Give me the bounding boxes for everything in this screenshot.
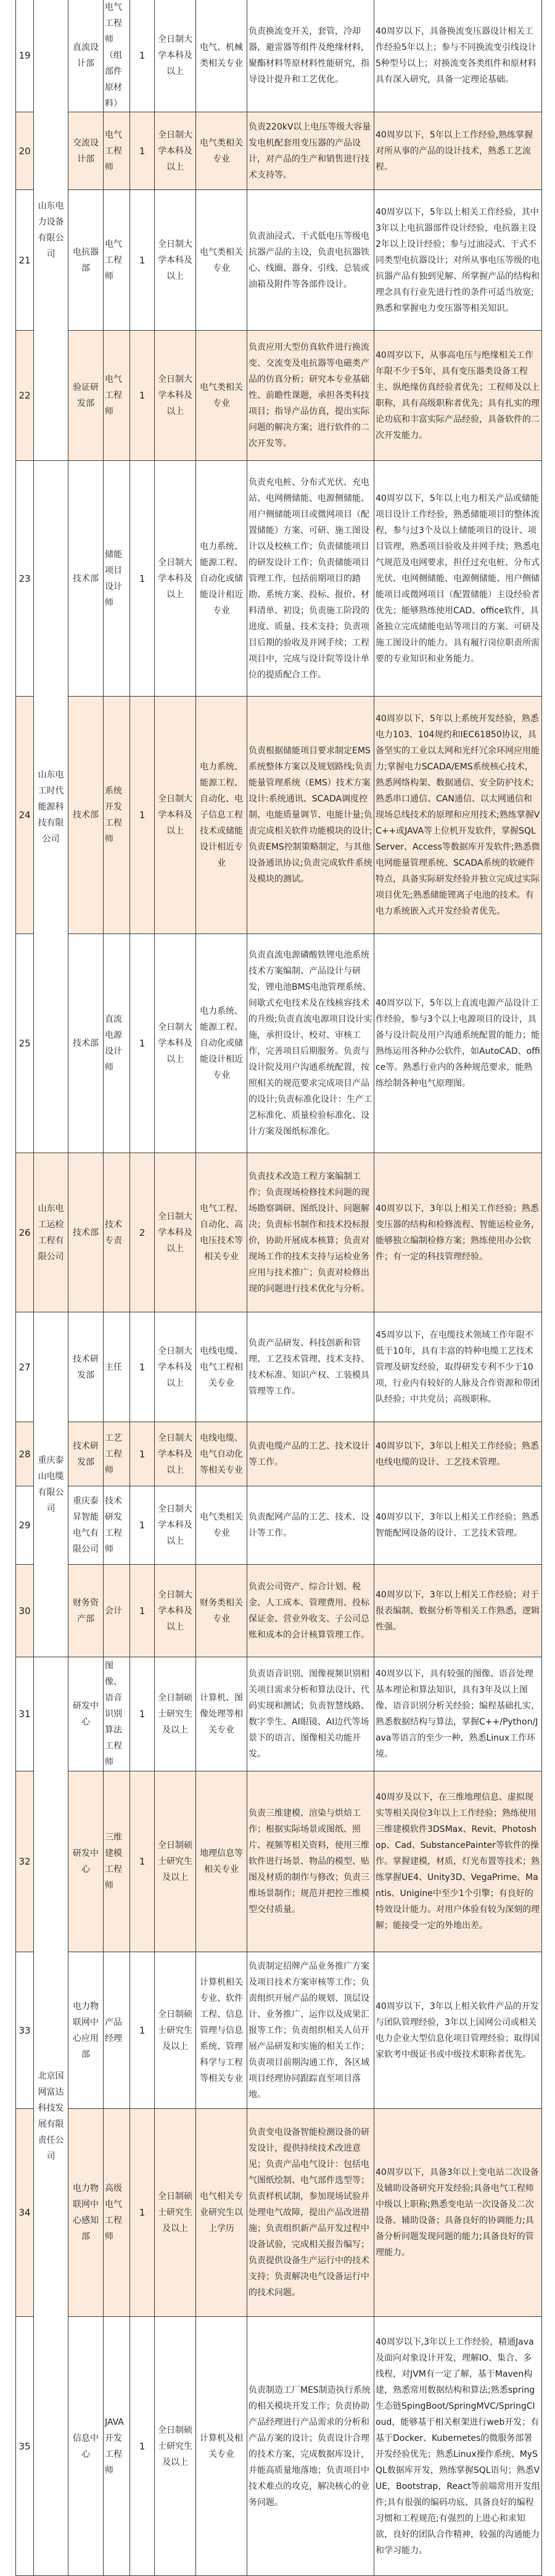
position-title: 电气工程师（组部件原材料） bbox=[104, 0, 130, 112]
education-requirement: 全日制硕士研究生及以上 bbox=[155, 1952, 196, 2109]
department: 技术部 bbox=[68, 697, 104, 934]
row-number: 22 bbox=[16, 331, 34, 461]
table-row bbox=[16, 2109, 542, 2317]
table-row bbox=[16, 0, 542, 112]
company-name: 重庆泰山电缆有限公司 bbox=[34, 1312, 68, 1657]
position-title: 图像、语音识别算法工程师 bbox=[104, 1657, 130, 1771]
position-title: 产品经理 bbox=[104, 1952, 130, 2109]
major-requirement: 电气类相关专业 bbox=[196, 112, 247, 190]
education-requirement: 全日制大学本科及以上 bbox=[155, 1153, 196, 1312]
job-duty: 负责220kV以上电压等级大容量发电机配套用变压器的产品设计，对产品的生产和销售进行技术支持等。 bbox=[247, 112, 374, 190]
table-row bbox=[16, 461, 542, 697]
job-requirements: 40周岁以下，3年以上相关软件产品的开发与团队管理经验，3年以上国网公司或相关电力企业大型信息化项目管理经验；取得国家软考中级证书或中级技术职称者优先。 bbox=[374, 1952, 542, 2109]
major-requirement: 计算机及相关专业 bbox=[196, 2317, 247, 2576]
department: 技术研发部 bbox=[68, 1312, 104, 1422]
table-row bbox=[16, 112, 542, 190]
headcount: 1 bbox=[130, 934, 155, 1153]
headcount: 2 bbox=[130, 1153, 155, 1312]
headcount: 1 bbox=[130, 2317, 155, 2576]
company-name: 山东电力设备有限公司 bbox=[34, 0, 68, 461]
department: 电力物联网中心感知部 bbox=[68, 2109, 104, 2317]
job-duty: 负责电缆产品的工艺、技术设计等工作。 bbox=[247, 1422, 374, 1486]
job-requirements: 40周岁以下，3年以上相关工作经验；熟悉变压器的结构和检修流程、智能运检业务，能够独立编制检修方案；熟练使用办公软件；有一定的科技管理经验。 bbox=[374, 1153, 542, 1312]
table-row bbox=[16, 1486, 542, 1565]
row-number: 19 bbox=[16, 0, 34, 112]
department: 研发中心 bbox=[68, 1771, 104, 1952]
table-row bbox=[16, 331, 542, 461]
headcount: 1 bbox=[130, 1657, 155, 1771]
job-requirements: 40周岁以下，5年以上直流电源产品设计工作经验，参与3个以上电源项目的设计，具备与设计院及用户沟通系统配置的能力；能熟练运用各种办公软件，如AutoCAD、office等。熟悉行业内的各种规范要求，能熟练绘制各种电气原理图。 bbox=[374, 934, 542, 1153]
table-row bbox=[16, 1952, 542, 2109]
department: 重庆泰昇智能电气有限公司 bbox=[68, 1486, 104, 1565]
position-title: 技术专责 bbox=[104, 1153, 130, 1312]
job-duty: 负责配网产品的工艺、技术、设计等工作。 bbox=[247, 1486, 374, 1565]
row-number: 23 bbox=[16, 461, 34, 697]
row-number: 27 bbox=[16, 1312, 34, 1422]
education-requirement: 全日制大学本科及以上 bbox=[155, 461, 196, 697]
education-requirement: 全日制硕士研究生及以上 bbox=[155, 1657, 196, 1771]
job-requirements: 40周岁以下，3年以上相关工作经验；对于报表编制、数据分析等相关工作熟悉，逻辑性强。 bbox=[374, 1565, 542, 1657]
major-requirement: 计算机相关专业、软件工程、信息管理与信息系统、管理科学与工程等相关专业 bbox=[196, 1952, 247, 2109]
position-title: JAVA开发工程师 bbox=[104, 2317, 130, 2576]
job-requirements: 40周岁以下，3年以上相关工作经验；熟悉电线电缆的设计、工艺技术管理。 bbox=[374, 1422, 542, 1486]
job-duty: 负责应用大型仿真软件进行换流变、交流变及电抗器等电磁类产品的仿真分析；研究本专业基础性、前瞻性课题，承担各类科技项目；指导产品仿真，提出实际问题的解决方案；进行软件的二次开发等。 bbox=[247, 331, 374, 461]
job-requirements: 40周岁以下，3年以上相关工作经验；熟悉智能配网设备的设计、工艺技术管理。 bbox=[374, 1486, 542, 1565]
job-requirements: 40周岁以下，具有较强的图像、语音处理基本理论和算法知识，具有3年及以上图像、语音识别分析关经验；编程基础扎实，熟悉数据结构与算法，掌握C++/Python/Java等语言的至少一种，熟悉Linux工作环境。 bbox=[374, 1657, 542, 1771]
position-title: 储能项目设计师 bbox=[104, 461, 130, 697]
job-requirements: 40周岁及以下，在三维地理信息、虚拟现实等相关岗位3年以上工作经验；熟练使用三维建模软件3DSMax、Revit、Photoshop、Cad、SubstancePainter等软件的操作。掌握建模，材质，灯光布置等技术；熟练掌握UE4、Unity3D、VegaPrime、Mantis、Unigine中至少1个引擎；有良好的特效设计能力。对用户体验有较为深刻的理解；能接受一定的外地出差。 bbox=[374, 1771, 542, 1952]
department: 财务资产部 bbox=[68, 1565, 104, 1657]
major-requirement: 电气相关专业研究生以上学历 bbox=[196, 2109, 247, 2317]
row-number: 35 bbox=[16, 2317, 34, 2576]
company-name: 北京国网富达科技发展有限责任公司 bbox=[34, 1657, 68, 2576]
education-requirement: 全日制大学本科及以上 bbox=[155, 1565, 196, 1657]
position-title: 直流电源设计师 bbox=[104, 934, 130, 1153]
headcount: 1 bbox=[130, 112, 155, 190]
headcount: 1 bbox=[130, 461, 155, 697]
job-duty: 负责充电桩、分布式光伏、充电站、电网侧储能、电源侧储能、用户侧储能项目或微网项目（配置储能）方案、可研、施工图设计以及校核工作；负责储能项目的研发设计工作；负责储能项目管理工作，包括前期项目的踏勘、系统方案、投标、报价、材料清单、初设；负责施工阶段的进度、质量、技术支持；负责项目后期的验收及并网手续；工程项目中，完成与设计院等设计单位的提质配合工作。 bbox=[247, 461, 374, 697]
department: 技术部 bbox=[68, 461, 104, 697]
department: 技术部 bbox=[68, 1153, 104, 1312]
major-requirement: 电气类相关专业 bbox=[196, 1486, 247, 1565]
education-requirement: 全日制大学本科及以上 bbox=[155, 0, 196, 112]
headcount: 1 bbox=[130, 331, 155, 461]
education-requirement: 全日制大学本科及以上 bbox=[155, 1312, 196, 1422]
education-requirement: 全日制硕士研究生及以上 bbox=[155, 2109, 196, 2317]
position-title: 主任 bbox=[104, 1312, 130, 1422]
job-requirements: 45周岁以下，在电缆技术领域工作年限不低于10年，具有丰富的特种电缆工艺技术管理及研发经验，取得研发专利不少于10项，行业内有较好的人脉及合作资源和带团队经验；中共党员；高级职称。 bbox=[374, 1312, 542, 1422]
major-requirement: 财务类相关专业 bbox=[196, 1565, 247, 1657]
education-requirement: 全日制大学本科及以上 bbox=[155, 697, 196, 934]
position-title: 系统开发工程师 bbox=[104, 697, 130, 934]
job-duty: 负责产品研发、科技创新和管理、工艺技术管理、技术支持、技术标准、知识产权、工装模具管理等工作。 bbox=[247, 1312, 374, 1422]
position-title: 工艺工程师 bbox=[104, 1422, 130, 1486]
major-requirement: 电力系统、能源工程、自动化或储能设计相近专业 bbox=[196, 461, 247, 697]
education-requirement: 全日制大学本科及以上 bbox=[155, 934, 196, 1153]
department: 技术研发部 bbox=[68, 1422, 104, 1486]
headcount: 1 bbox=[130, 2109, 155, 2317]
job-duty: 负责变电设备智能检测设备的研发设计，提供持续技术改进意见；负责产品电气设计：包括电气图纸绘制、电气部件选型等；负责样机试制，参加现场试验并处理电气故障，提出产品改进措施；负责组织新产品开发过程中设备试验，完成相关报告编写；负责提供设备生产运行中的技术支持；负责解决电气设备运行中的技术问题。 bbox=[247, 2109, 374, 2317]
job-requirements: 40周岁以下，5年以上电力相关产品或储能项目设计工作经验，熟悉储能项目的整体流程，参与过3个及以上储能项目的设计、项目管理，熟悉项目验收及并网手续；熟悉电气规范及电网要求，担任过充电桩、分布式光伏、电网侧储能、电源侧储能、用户侧储能项目或微网项目（配置储能）主设经验者优先；能够熟练使用CAD、office软件，具备独立完成储能电站等项目的方案、可研及施工图设计的能力。具有履行岗位职责所需要的专业知识和业务能力。 bbox=[374, 461, 542, 697]
table-row bbox=[16, 1771, 542, 1952]
headcount: 1 bbox=[130, 1486, 155, 1565]
row-number: 30 bbox=[16, 1565, 34, 1657]
position-title: 电气工程师 bbox=[104, 331, 130, 461]
headcount: 1 bbox=[130, 1422, 155, 1486]
table-row bbox=[16, 934, 542, 1153]
position-title: 电气工程师 bbox=[104, 190, 130, 331]
row-number: 28 bbox=[16, 1422, 34, 1486]
major-requirement: 电力系统、能源工程、自动化或储能设计相近专业 bbox=[196, 934, 247, 1153]
table-row bbox=[16, 1565, 542, 1657]
table-row bbox=[16, 1657, 542, 1771]
row-number: 32 bbox=[16, 1771, 34, 1952]
major-requirement: 地理信息等相关专业 bbox=[196, 1771, 247, 1952]
company-name: 山东电工运检工程有限公司 bbox=[34, 1153, 68, 1312]
major-requirement: 电线电缆、电气自动化等相关专业 bbox=[196, 1422, 247, 1486]
job-duty: 负责根据储能项目要求制定EMS系统整体方案以及规划路线;负责能量管理系统（EMS）技术方案设计:系统通讯、SCADA调度控制、电能质量调节、电能计量;负责完成相关软件功能模块的设计;负责EMS控制策略制定，与其他设备通讯协议;负责完成软件系统及模块的测试。 bbox=[247, 697, 374, 934]
company-name: 山东电工时代能源科技有限公司 bbox=[34, 461, 68, 1153]
row-number: 21 bbox=[16, 190, 34, 331]
table-row bbox=[16, 1422, 542, 1486]
job-requirements: 40周岁以下，5年以上相关工作经验，其中3年以上电抗器部件设计经验，电抗器主设2年以上设计经验；参与过油浸式、干式不同类型电抗器设计；对所从事电压等级的电抗器产品有独到见解、所掌握产品的结构和理念具有行业先进行性的条件可适当放宽;熟悉和掌握电力变压器等相关知识。 bbox=[374, 190, 542, 331]
major-requirement: 电气、机械类相关专业 bbox=[196, 0, 247, 112]
headcount: 1 bbox=[130, 0, 155, 112]
row-number: 24 bbox=[16, 697, 34, 934]
job-requirements: 40周岁以下，具备换流变压器设计相关工作经验5年以上；参与不同换流变引线设计5种型号以上；对换流变各类组件和原材料具有深入研究，具备一定理论基础。 bbox=[374, 0, 542, 112]
major-requirement: 电力系统、能源工程、自动化、电子信息工程技术或储能设计相近专业 bbox=[196, 697, 247, 934]
major-requirement: 电气类相关专业 bbox=[196, 331, 247, 461]
job-duty: 负责换流变开关，套管，冷却器，避雷器等组件及绝缘材料，聚酯材料等原材料性能研究，指导设计提升和工艺优化。 bbox=[247, 0, 374, 112]
position-title: 电气工程师 bbox=[104, 112, 130, 190]
table-row bbox=[16, 1153, 542, 1312]
headcount: 1 bbox=[130, 190, 155, 331]
position-title: 会计 bbox=[104, 1565, 130, 1657]
headcount: 1 bbox=[130, 1565, 155, 1657]
job-requirements: 40周岁以下，5年以上系统开发经验，熟悉电力103、104规约和IEC61850协议，具备坚实的工业以太网和光纤冗余环网应用能力;掌握电力SCADA/EMS系统核心技术，熟悉网络构架、数据通信、安全防护技术;熟悉串口通信、CAN通信、以太网通信和现场总线技术的原理和应用技术;熟练掌握VC++或JAVA等上位机开发软件，掌握SQL Server、Access等数据库开发软件;熟悉微电网能量管理系统、SCADA系统的软硬件特点，具备实际研发经验并独立完成过实际项目优先;熟悉储能锂离子电池的技术。有电力系统嵌入式开发经验者优先。 bbox=[374, 697, 542, 934]
major-requirement: 电气类相关专业 bbox=[196, 190, 247, 331]
department: 信息中心 bbox=[68, 2317, 104, 2576]
major-requirement: 电气工程、自动化、高电压技术等相关专业 bbox=[196, 1153, 247, 1312]
department: 电抗器部 bbox=[68, 190, 104, 331]
job-duty: 负责制定招牌产品业务推广方案及项目技术方案审核等工作；负责组织开展产品的规划、顶层设计、业务推广、运作以及成果汇报等工作；负责组织相关人员开展产品研发和实施的相关工作；负责项目前期沟通工作，各区域项目经理协同跟踪直至项目落地。 bbox=[247, 1952, 374, 2109]
education-requirement: 全日制大学本科及以上 bbox=[155, 1486, 196, 1565]
row-number: 33 bbox=[16, 1952, 34, 2109]
education-requirement: 全日制大学本科及以上 bbox=[155, 190, 196, 331]
table-row bbox=[16, 190, 542, 331]
job-duty: 负责技术改造工程方案编制工作；负责现场检修技术问题的现场勘察调研、图纸设计、问题解决；负责标书制作和技术投标报价，协助开展成本核算；负责对现场工作的技术支持与运检业务应用与技术推广；负责对检修出现的问题进行技术优化与分析。 bbox=[247, 1153, 374, 1312]
row-number: 29 bbox=[16, 1486, 34, 1565]
job-duty: 负责直流电源磷酸铁锂电池系统技术方案编制、产品设计与研发，锂电池BMS电池管理系统、间歇式充电技术及在线核容技术的升级;负责直流电源项目设计实施，承担设计、校对、审核工作，完善项目后期服务。负责与设计院及用户沟通系统配置，按照相关的规范要求完成项目产品的设计;负责标准化设计：生产工艺标准化、质量检验标准化、设计方案及图纸标准化。 bbox=[247, 934, 374, 1153]
job-duty: 负责油浸式、干式低电压等级电抗器产品的主设，负责电抗器铁心、线圈、器身、引线、总装或油箱及附件等各部件设计。 bbox=[247, 190, 374, 331]
position-title: 高级电气工程师 bbox=[104, 2109, 130, 2317]
education-requirement: 全日制大学本科及以上 bbox=[155, 112, 196, 190]
row-number: 20 bbox=[16, 112, 34, 190]
department: 电力物联网中心应用部 bbox=[68, 1952, 104, 2109]
department: 技术部 bbox=[68, 934, 104, 1153]
major-requirement: 计算机、图像处理等相关专业 bbox=[196, 1657, 247, 1771]
table-row bbox=[16, 1312, 542, 1422]
education-requirement: 全日制大学本科及以上 bbox=[155, 331, 196, 461]
headcount: 1 bbox=[130, 1952, 155, 2109]
job-requirements: 40周岁以下,3年以上工作经验，精通Java 及面向对象设计开发，理解IO、集合、多线程，对JVM有一定了解，基于Maven构建，熟悉常用数据结构和算法;熟悉spring生态链SpingBoot/SpringMVC/SpringCloud，能够基于相关框架进行web开发；有基于Docker、Kubernetes的微服务部署开发经验优先；熟悉Linux操作系统、MySQL数据库开发，熟练掌握SQL语句；熟悉VUE，Bootstrap，React等前端常用开发组件;具有很强的编码功底、具备良好的编程习惯和工程规范;有强烈的上进心和求知欲，良好的团队合作精神，较强的沟通能力和学习能力。 bbox=[374, 2317, 542, 2576]
department: 交流设计部 bbox=[68, 112, 104, 190]
job-duty: 负责语音识别、图像视频识别相关项目需求分析和算法设计、代码实现和测试；负责智慧线路、数字孪生、AI眼镜、AI边代等场景下的语言、图像相关功能开发。 bbox=[247, 1657, 374, 1771]
row-number: 26 bbox=[16, 1153, 34, 1312]
major-requirement: 电线电缆、电气工程相关专业 bbox=[196, 1312, 247, 1422]
job-duty: 负责公司资产、综合计划、税金、人工成本、管理费用、投标保证金、营业外收支、子公司总账和成本的会计核算管理工作。 bbox=[247, 1565, 374, 1657]
education-requirement: 全日制硕士研究生及以上 bbox=[155, 1771, 196, 1952]
job-requirements: 40周岁以下，从事高电压与绝缘相关工作年限不少于5年，具有变压器类设备工程主、纵绝缘仿真经验者优先；工程师及以上职称，具有高级职称者优先；具有扎实的理论功底和丰富实际产品经验，具备软件的二次开发能力。 bbox=[374, 331, 542, 461]
table-row bbox=[16, 2317, 542, 2576]
headcount: 1 bbox=[130, 1771, 155, 1952]
row-number: 25 bbox=[16, 934, 34, 1153]
table-row bbox=[16, 697, 542, 934]
headcount: 1 bbox=[130, 1312, 155, 1422]
education-requirement: 全日制大学本科及以上 bbox=[155, 1422, 196, 1486]
department: 研发中心 bbox=[68, 1657, 104, 1771]
headcount: 1 bbox=[130, 697, 155, 934]
job-duty: 负责制造工厂MES制造执行系统的相关模块开发工作；负责协助产品经理进行产品需求的分析和产品方案的设计；负责设计合理的技术方案，完成数据库设计，并能高质量地落地；负责项目中技术难点的攻克，解决核心的业务问题。 bbox=[247, 2317, 374, 2576]
department: 验证研发部 bbox=[68, 331, 104, 461]
job-duty: 负责三维建模、渲染与烘焙工作；根据实际场景或图纸、照片、视频等相关资料，使用三维软件进行场景、物品的模型、贴图及材质的制作与修改；负责三维场景制作；规范并把控三维模型交付质量。 bbox=[247, 1771, 374, 1952]
job-requirements: 40周岁以下，5年以上工作经验,熟练掌握对所从事的产品的设计技术，熟悉工艺流程。 bbox=[374, 112, 542, 190]
department: 直流设计部 bbox=[68, 0, 104, 112]
row-number: 34 bbox=[16, 2109, 34, 2317]
position-title: 三维建模工程师 bbox=[104, 1771, 130, 1952]
position-title: 技术研发工程师 bbox=[104, 1486, 130, 1565]
row-number: 31 bbox=[16, 1657, 34, 1771]
recruitment-table bbox=[15, 0, 542, 2576]
education-requirement: 全日制硕士研究生及以上 bbox=[155, 2317, 196, 2576]
job-requirements: 40周岁以下，具备3年以上变电站二次设备及辅助设备研究开发经验;具备电气工程师中级以上职称;熟悉变电站一次设备及二次设备、辅助设备；具备良好的协调能力;具备分析问题发现问题的能力;具备良好的管理能力。 bbox=[374, 2109, 542, 2317]
